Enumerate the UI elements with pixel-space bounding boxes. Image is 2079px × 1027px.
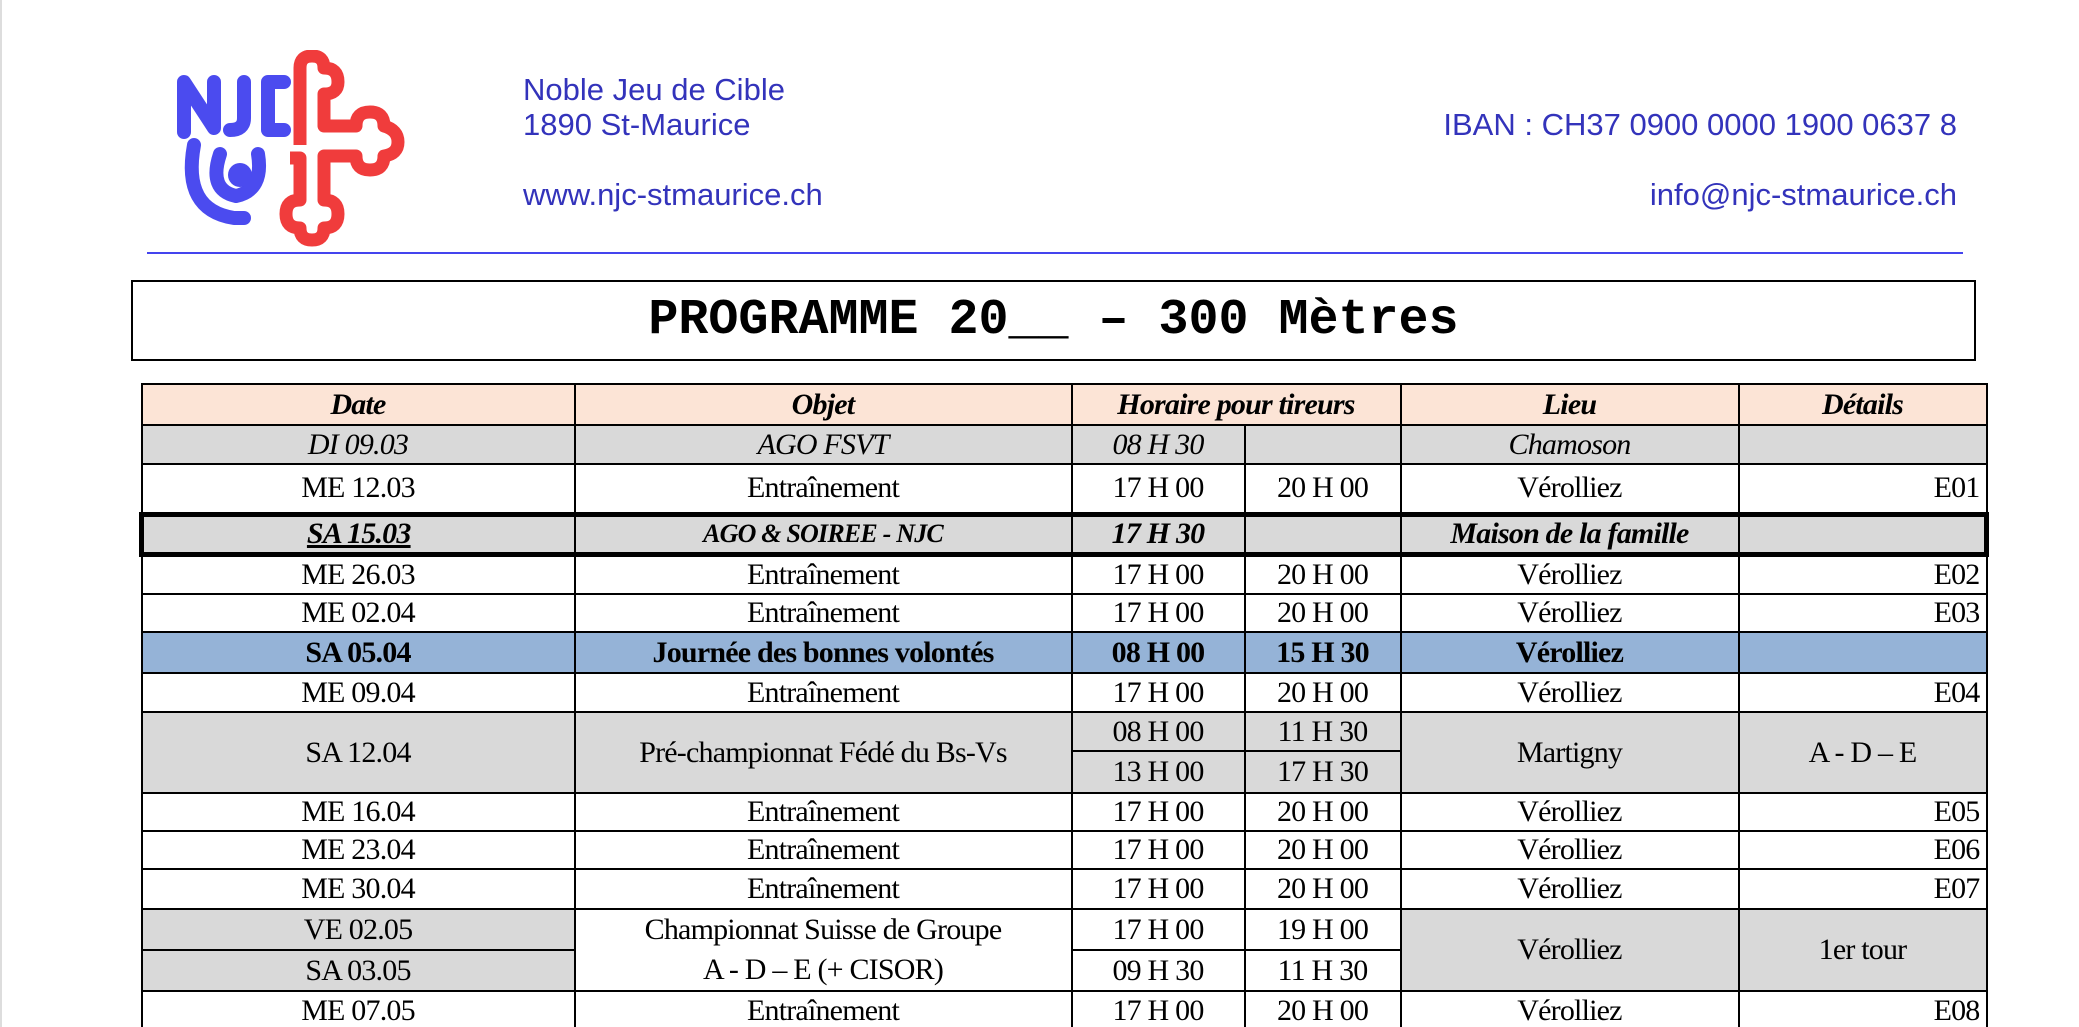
program-table bbox=[139, 383, 1989, 1027]
table-row bbox=[142, 793, 1987, 831]
table-row bbox=[142, 673, 1987, 712]
cell-date: DI 09.03 bbox=[142, 425, 575, 464]
cell-details: E03 bbox=[1739, 594, 1987, 632]
cell-details bbox=[1739, 514, 1987, 554]
cell-lieu: Vérolliez bbox=[1401, 831, 1739, 869]
cell-date: VE 02.05 bbox=[142, 909, 575, 950]
cell-start: 17 H 00 bbox=[1072, 464, 1245, 514]
cell-date: SA 15.03 bbox=[142, 514, 575, 554]
cell-start: 08 H 00 bbox=[1072, 632, 1245, 673]
col-horaire: Horaire pour tireurs bbox=[1072, 384, 1401, 425]
cell-details: 1er tour bbox=[1739, 909, 1987, 991]
cell-lieu: Vérolliez bbox=[1401, 793, 1739, 831]
cell-start: 17 H 00 bbox=[1072, 991, 1245, 1027]
cell-date: ME 12.03 bbox=[142, 464, 575, 514]
cell-lieu: Vérolliez bbox=[1401, 991, 1739, 1027]
cell-date: ME 23.04 bbox=[142, 831, 575, 869]
cell-end: 20 H 00 bbox=[1245, 991, 1401, 1027]
cell-details bbox=[1739, 425, 1987, 464]
col-details: Détails bbox=[1739, 384, 1987, 425]
cell-date: ME 16.04 bbox=[142, 793, 575, 831]
cell-details: E01 bbox=[1739, 464, 1987, 514]
table-row bbox=[142, 909, 1987, 950]
cell-end: 11 H 30 bbox=[1245, 712, 1401, 751]
cell-lieu: Vérolliez bbox=[1401, 464, 1739, 514]
iban: IBAN : CH37 0900 0000 1900 0637 8 bbox=[1443, 107, 1957, 142]
cell-start: 08 H 30 bbox=[1072, 425, 1245, 464]
club-city: 1890 St-Maurice bbox=[523, 107, 751, 142]
cell-end: 20 H 00 bbox=[1245, 673, 1401, 712]
cell-objet: Entraînement bbox=[575, 464, 1072, 514]
cell-date: SA 03.05 bbox=[142, 950, 575, 991]
cell-end: 20 H 00 bbox=[1245, 594, 1401, 632]
cell-start: 09 H 30 bbox=[1072, 950, 1245, 991]
table-row bbox=[142, 554, 1987, 594]
cell-start: 17 H 00 bbox=[1072, 793, 1245, 831]
header-divider bbox=[147, 252, 1963, 254]
cell-details: E02 bbox=[1739, 554, 1987, 594]
cell-start: 17 H 00 bbox=[1072, 869, 1245, 909]
cell-date: SA 12.04 bbox=[142, 712, 575, 793]
cell-date: ME 07.05 bbox=[142, 991, 575, 1027]
cell-objet: AGO & SOIREE - NJC bbox=[575, 514, 1072, 554]
cell-lieu: Chamoson bbox=[1401, 425, 1739, 464]
cell-end: 20 H 00 bbox=[1245, 554, 1401, 594]
cell-end bbox=[1245, 425, 1401, 464]
table-row bbox=[142, 425, 1987, 464]
njc-logo bbox=[172, 50, 412, 250]
cell-objet-line2: A - D – E (+ CISOR) bbox=[702, 953, 944, 986]
cell-lieu: Vérolliez bbox=[1401, 632, 1739, 673]
cell-details: A - D – E bbox=[1739, 712, 1987, 793]
cell-end: 17 H 30 bbox=[1245, 751, 1401, 793]
cell-objet: Entraînement bbox=[575, 793, 1072, 831]
cell-date: ME 09.04 bbox=[142, 673, 575, 712]
table-row bbox=[142, 869, 1987, 909]
table-row bbox=[142, 712, 1987, 751]
col-lieu: Lieu bbox=[1401, 384, 1739, 425]
cell-end: 19 H 00 bbox=[1245, 909, 1401, 950]
table-row bbox=[142, 632, 1987, 673]
cell-details: E05 bbox=[1739, 793, 1987, 831]
cell-lieu: Maison de la famille bbox=[1401, 514, 1739, 554]
cell-details bbox=[1739, 632, 1987, 673]
col-date: Date bbox=[142, 384, 575, 425]
email-link[interactable]: info@njc-stmaurice.ch bbox=[1649, 177, 1957, 212]
cell-start: 13 H 00 bbox=[1072, 751, 1245, 793]
table-row bbox=[142, 514, 1987, 554]
cell-end: 20 H 00 bbox=[1245, 869, 1401, 909]
cell-date: ME 30.04 bbox=[142, 869, 575, 909]
cell-date: ME 26.03 bbox=[142, 554, 575, 594]
cell-objet bbox=[575, 909, 1072, 991]
cell-lieu: Vérolliez bbox=[1401, 554, 1739, 594]
cell-objet: AGO FSVT bbox=[575, 425, 1072, 464]
cell-objet: Entraînement bbox=[575, 554, 1072, 594]
cell-start: 17 H 00 bbox=[1072, 594, 1245, 632]
cell-end: 15 H 30 bbox=[1245, 632, 1401, 673]
club-name: Noble Jeu de Cible bbox=[523, 72, 785, 107]
cell-start: 17 H 00 bbox=[1072, 554, 1245, 594]
cell-start: 17 H 30 bbox=[1072, 514, 1245, 554]
page-title: PROGRAMME 20__ – 300 Mètres bbox=[131, 280, 1976, 361]
cell-lieu: Vérolliez bbox=[1401, 869, 1739, 909]
cell-end: 11 H 30 bbox=[1245, 950, 1401, 991]
cell-objet: Entraînement bbox=[575, 594, 1072, 632]
table-header bbox=[142, 384, 1987, 425]
cell-objet: Journée des bonnes volontés bbox=[575, 632, 1072, 673]
table-row bbox=[142, 464, 1987, 514]
cell-date: ME 02.04 bbox=[142, 594, 575, 632]
website-link[interactable]: www.njc-stmaurice.ch bbox=[523, 177, 823, 212]
cell-end: 20 H 00 bbox=[1245, 831, 1401, 869]
cell-date: SA 05.04 bbox=[142, 632, 575, 673]
cell-start: 17 H 00 bbox=[1072, 673, 1245, 712]
cell-details: E04 bbox=[1739, 673, 1987, 712]
table-row bbox=[142, 594, 1987, 632]
cell-lieu: Vérolliez bbox=[1401, 594, 1739, 632]
cell-objet: Pré-championnat Fédé du Bs-Vs bbox=[575, 712, 1072, 793]
table-row bbox=[142, 991, 1987, 1027]
cell-start: 17 H 00 bbox=[1072, 831, 1245, 869]
cell-objet: Entraînement bbox=[575, 869, 1072, 909]
cell-lieu: Martigny bbox=[1401, 712, 1739, 793]
table-row bbox=[142, 831, 1987, 869]
cell-end: 20 H 00 bbox=[1245, 464, 1401, 514]
cell-end: 20 H 00 bbox=[1245, 793, 1401, 831]
cell-objet: Entraînement bbox=[575, 831, 1072, 869]
cell-lieu: Vérolliez bbox=[1401, 909, 1739, 991]
cell-objet: Entraînement bbox=[575, 991, 1072, 1027]
cell-start: 17 H 00 bbox=[1072, 909, 1245, 950]
cell-details: E08 bbox=[1739, 991, 1987, 1027]
cell-start: 08 H 00 bbox=[1072, 712, 1245, 751]
cell-details: E06 bbox=[1739, 831, 1987, 869]
cell-objet: Entraînement bbox=[575, 673, 1072, 712]
cell-objet-line1: Championnat Suisse de Groupe bbox=[644, 913, 1002, 946]
cell-lieu: Vérolliez bbox=[1401, 673, 1739, 712]
cell-details: E07 bbox=[1739, 869, 1987, 909]
cell-end bbox=[1245, 514, 1401, 554]
col-objet: Objet bbox=[575, 384, 1072, 425]
